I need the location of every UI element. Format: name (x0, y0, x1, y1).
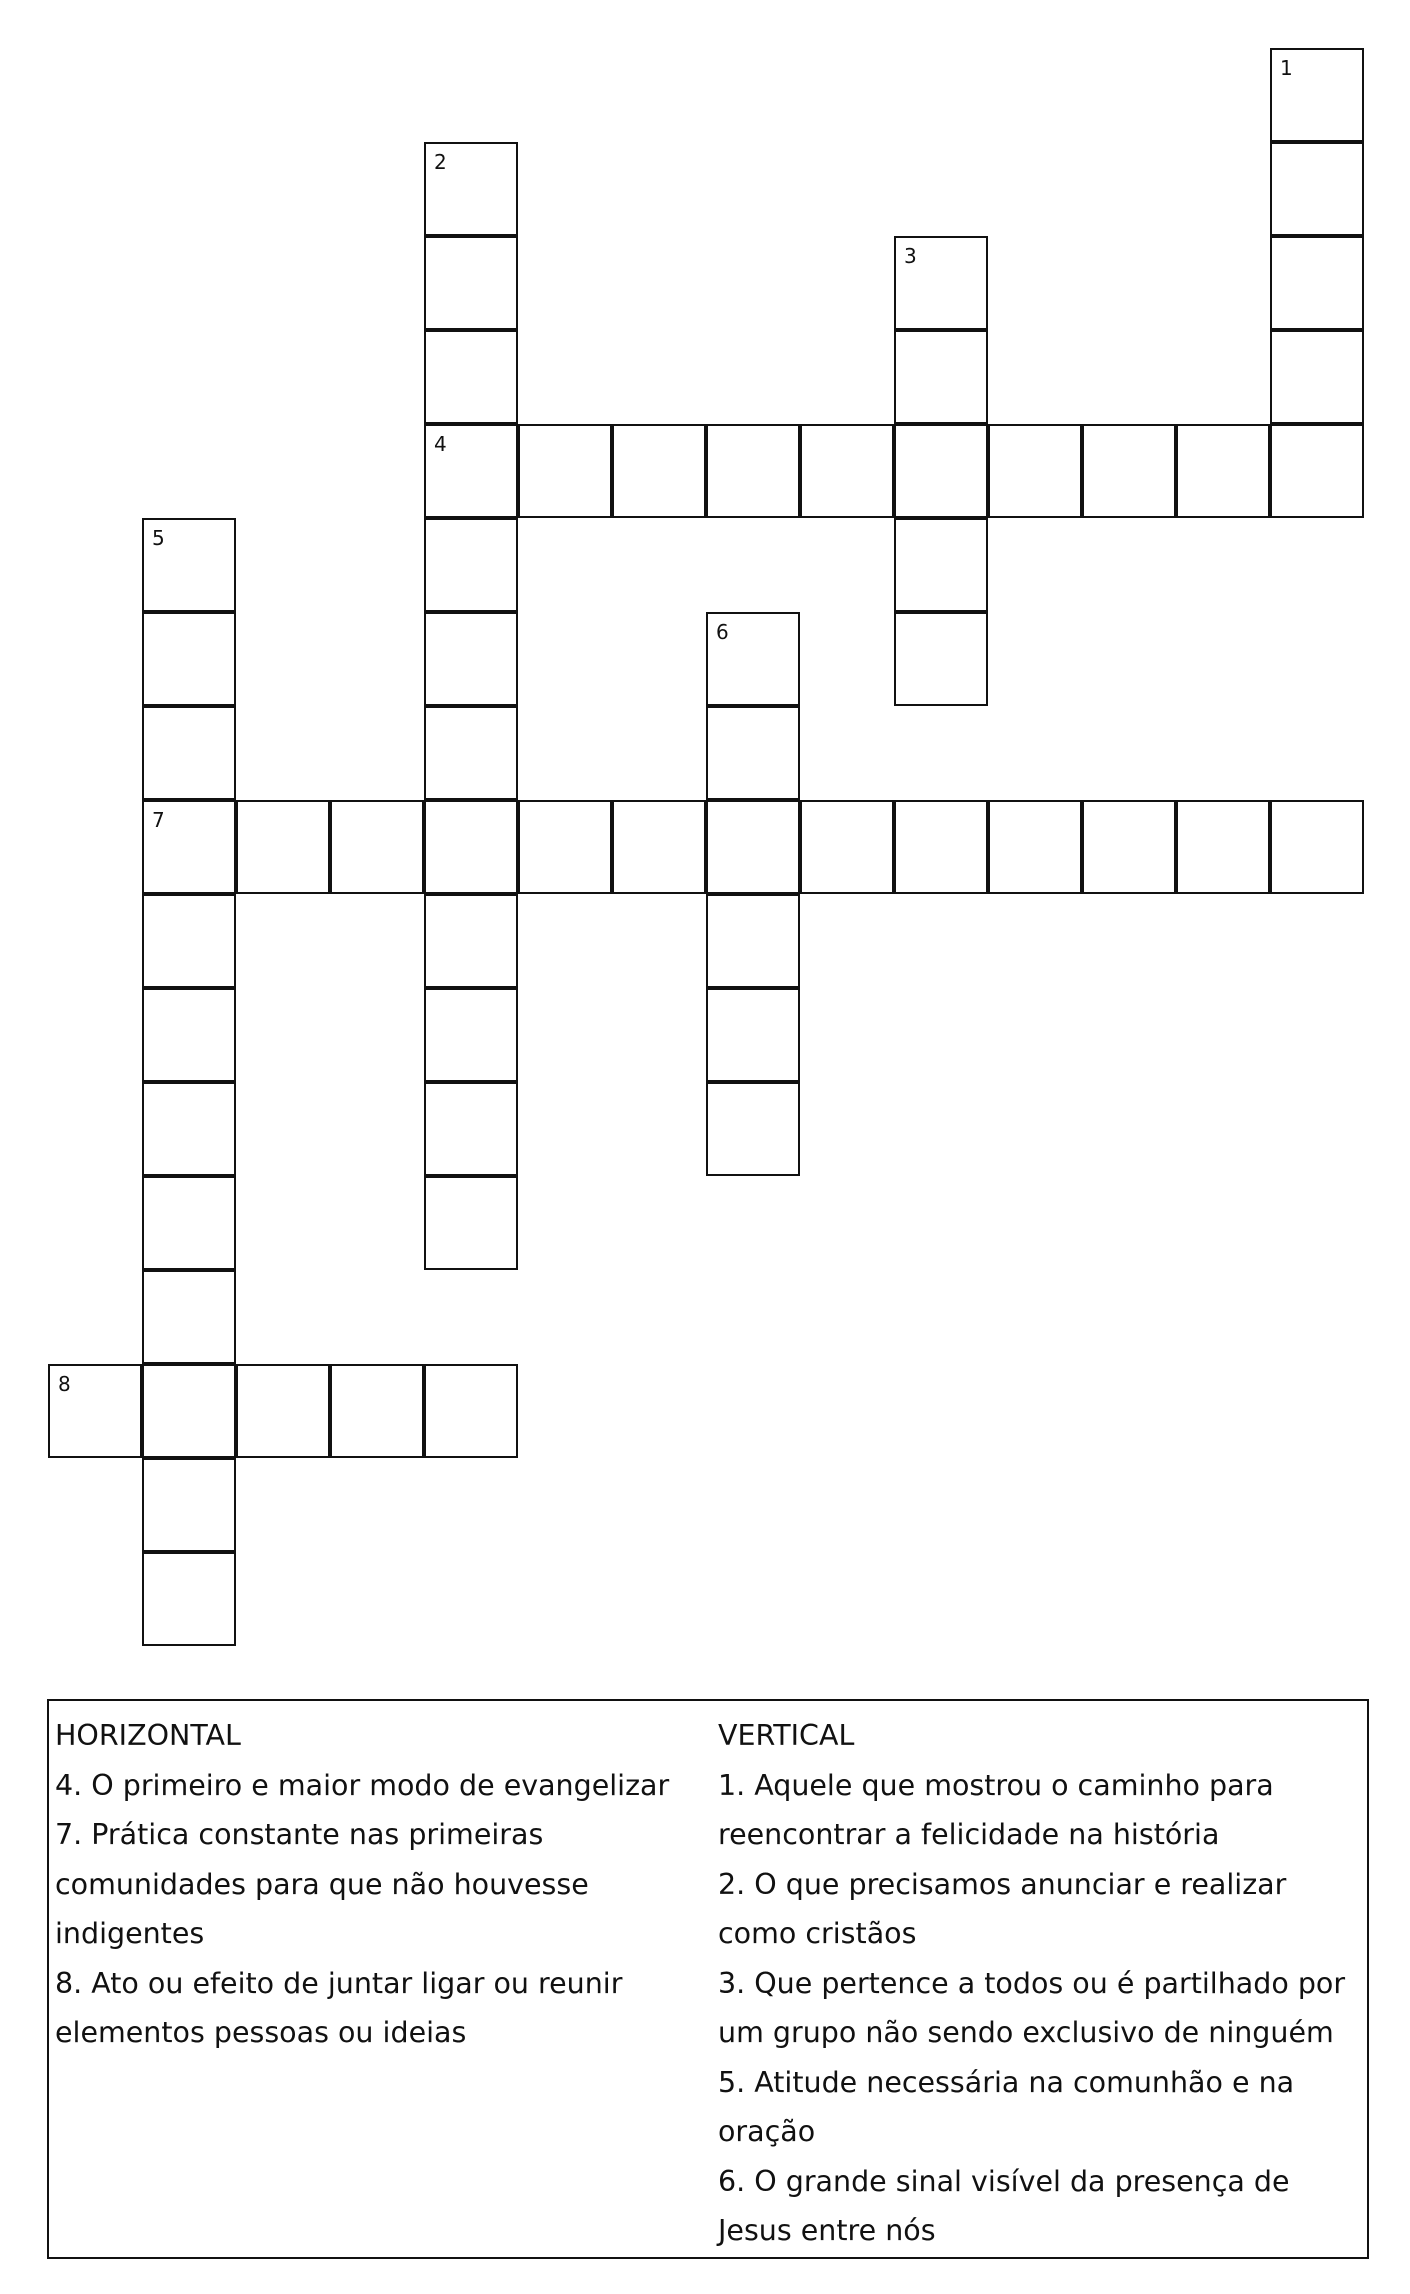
grid-cell[interactable] (236, 800, 330, 894)
grid-cell[interactable] (1270, 424, 1364, 518)
grid-cell[interactable] (424, 612, 518, 706)
clue-number: 1 (1280, 56, 1293, 80)
grid-cell[interactable] (988, 424, 1082, 518)
clue-v-6: 6. O grande sinal visível da presença de Jesus entre nós (718, 2164, 1290, 2247)
grid-cell[interactable] (142, 988, 236, 1082)
vertical-heading: VERTICAL (718, 1719, 855, 1752)
grid-cell[interactable] (894, 424, 988, 518)
grid-cell[interactable] (706, 424, 800, 518)
clues-box (47, 1699, 1369, 2259)
grid-cell[interactable] (1270, 142, 1364, 236)
clue-number: 4 (434, 432, 447, 456)
grid-cell[interactable] (424, 800, 518, 894)
grid-cell[interactable] (236, 1364, 330, 1458)
grid-cell[interactable] (142, 1270, 236, 1364)
grid-cell[interactable] (330, 800, 424, 894)
clue-number: 2 (434, 150, 447, 174)
grid-cell[interactable] (894, 518, 988, 612)
grid-cell[interactable] (424, 518, 518, 612)
clue-number: 8 (58, 1372, 71, 1396)
grid-cell[interactable] (706, 800, 800, 894)
grid-cell[interactable] (706, 706, 800, 800)
clue-h-8: 8. Ato ou efeito de juntar ligar ou reunir elementos pessoas ou ideias (55, 1966, 623, 2049)
grid-cell[interactable] (424, 424, 518, 518)
grid-cell[interactable] (424, 894, 518, 988)
grid-cell[interactable] (424, 236, 518, 330)
grid-cell[interactable] (518, 800, 612, 894)
grid-cell[interactable] (142, 1364, 236, 1458)
grid-cell[interactable] (330, 1364, 424, 1458)
grid-cell[interactable] (424, 1364, 518, 1458)
vertical-clues (718, 1711, 1368, 2256)
grid-cell[interactable] (894, 612, 988, 706)
grid-cell[interactable] (612, 800, 706, 894)
clue-v-3: 3. Que pertence a todos ou é partilhado por um grupo não sendo exclusivo de ninguém (718, 1966, 1346, 2049)
grid-cell[interactable] (518, 424, 612, 518)
grid-cell[interactable] (612, 424, 706, 518)
grid-cell[interactable] (48, 1364, 142, 1458)
grid-cell[interactable] (894, 236, 988, 330)
grid-cell[interactable] (1270, 236, 1364, 330)
grid-cell[interactable] (424, 330, 518, 424)
clue-number: 5 (152, 526, 165, 550)
grid-cell[interactable] (894, 330, 988, 424)
grid-cell[interactable] (706, 894, 800, 988)
grid-cell[interactable] (1176, 800, 1270, 894)
grid-cell[interactable] (424, 706, 518, 800)
grid-cell[interactable] (706, 1082, 800, 1176)
grid-cell[interactable] (1270, 800, 1364, 894)
grid-cell[interactable] (142, 1082, 236, 1176)
grid-cell[interactable] (424, 1176, 518, 1270)
grid-cell[interactable] (142, 1176, 236, 1270)
clue-v-1: 1. Aquele que mostrou o caminho para reencontrar a felicidade na história (718, 1768, 1274, 1851)
clue-v-2: 2. O que precisamos anunciar e realizar como cristãos (718, 1867, 1287, 1950)
grid-cell[interactable] (142, 518, 236, 612)
grid-cell[interactable] (1082, 800, 1176, 894)
grid-cell[interactable] (706, 988, 800, 1082)
grid-cell[interactable] (800, 424, 894, 518)
clue-v-5: 5. Atitude necessária na comunhão e na oração (718, 2065, 1295, 2148)
grid-cell[interactable] (1176, 424, 1270, 518)
clue-h-4: 4. O primeiro e maior modo de evangelizar (55, 1768, 670, 1802)
grid-cell[interactable] (142, 706, 236, 800)
grid-cell[interactable] (142, 1458, 236, 1552)
grid-cell[interactable] (800, 800, 894, 894)
grid-cell[interactable] (1270, 330, 1364, 424)
grid-cell[interactable] (142, 894, 236, 988)
grid-cell[interactable] (1270, 48, 1364, 142)
clue-number: 7 (152, 808, 165, 832)
grid-cell[interactable] (988, 800, 1082, 894)
clue-h-7: 7. Prática constante nas primeiras comunidades para que não houvesse indigentes (55, 1818, 589, 1950)
horizontal-heading: HORIZONTAL (55, 1719, 241, 1752)
clue-number: 6 (716, 620, 729, 644)
clue-number: 3 (904, 244, 917, 268)
grid-cell[interactable] (142, 800, 236, 894)
grid-cell[interactable] (424, 1082, 518, 1176)
grid-cell[interactable] (894, 800, 988, 894)
grid-cell[interactable] (1082, 424, 1176, 518)
grid-cell[interactable] (706, 612, 800, 706)
grid-cell[interactable] (424, 142, 518, 236)
horizontal-clues (55, 1711, 705, 2058)
grid-cell[interactable] (142, 1552, 236, 1646)
grid-cell[interactable] (142, 612, 236, 706)
grid-cell[interactable] (424, 988, 518, 1082)
